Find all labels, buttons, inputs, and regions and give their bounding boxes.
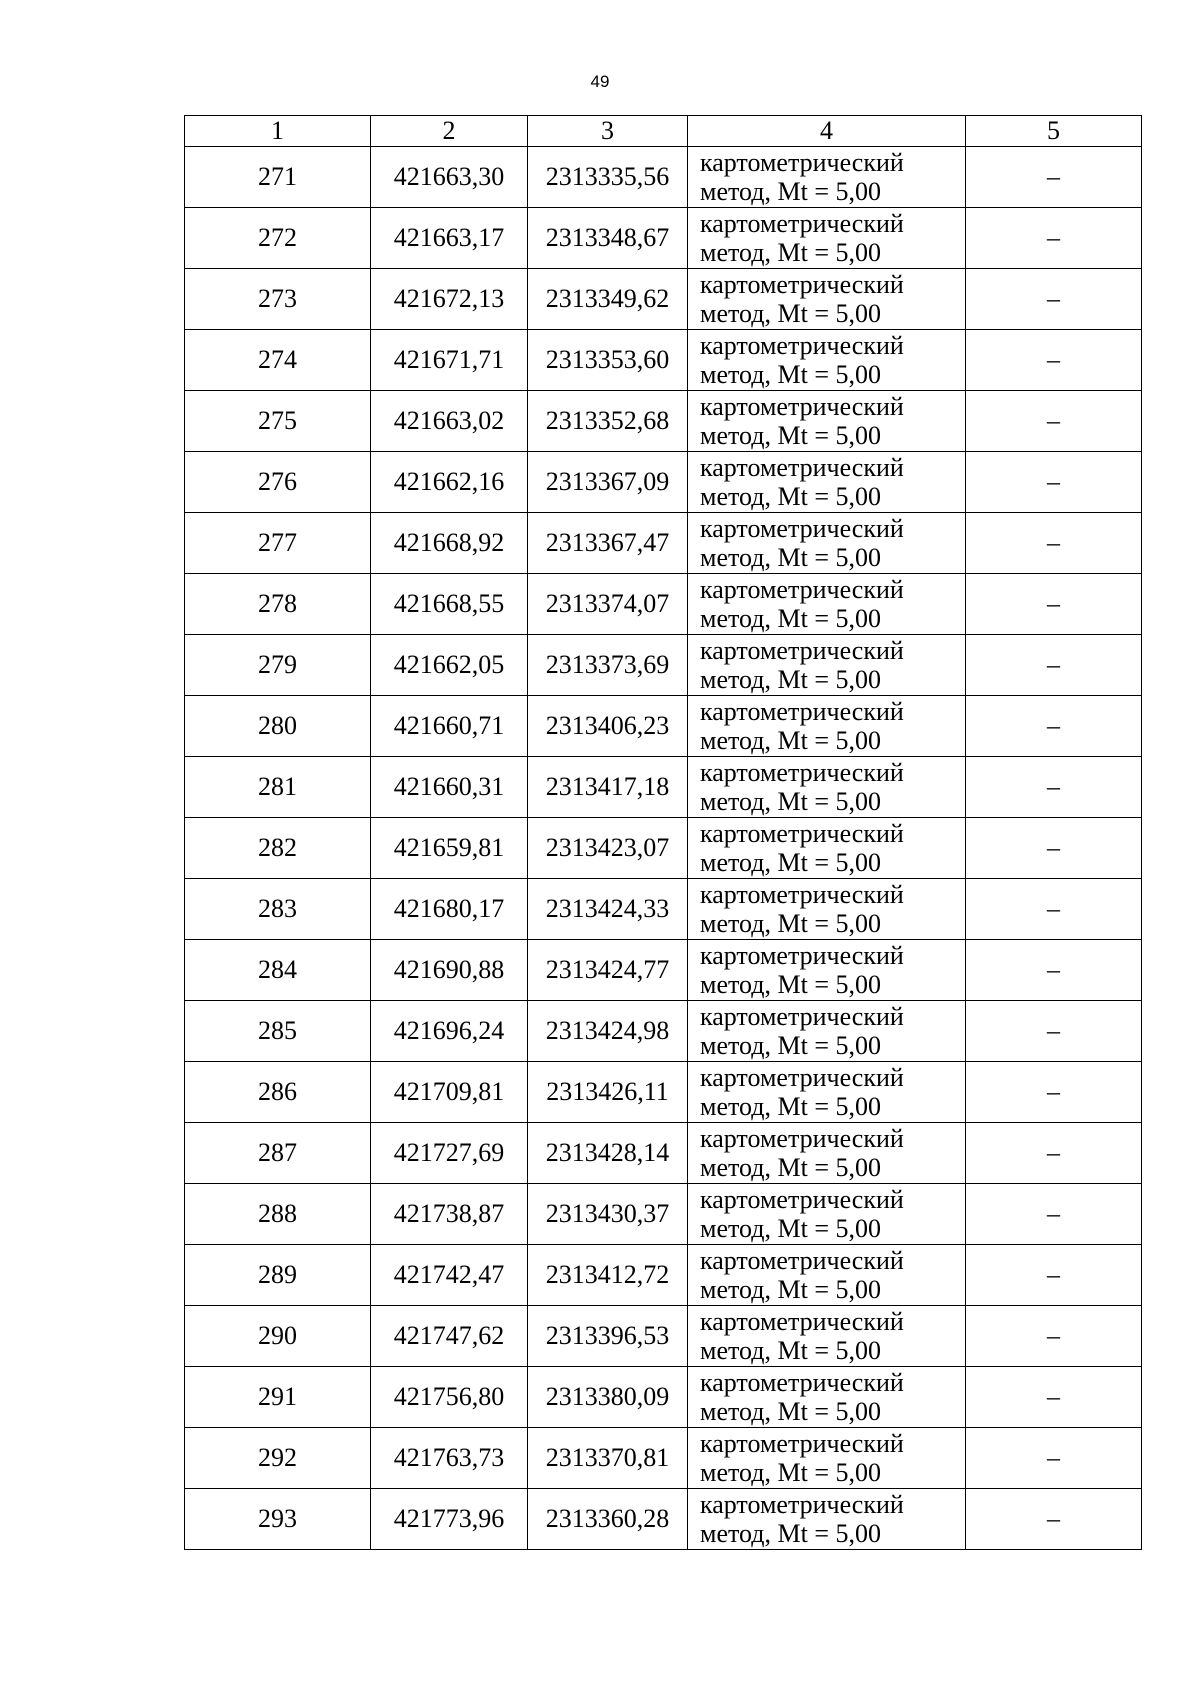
method-name: картометрический	[700, 1246, 904, 1275]
point-number-cell: 279	[185, 635, 371, 696]
table-row	[185, 1367, 1142, 1428]
table-row	[185, 818, 1142, 879]
method-name: картометрический	[700, 941, 904, 970]
x-coordinate-cell: 421680,17	[371, 879, 528, 940]
method-accuracy: метод, Mt = 5,00	[700, 1214, 881, 1243]
y-coordinate-cell: 2313370,81	[528, 1428, 688, 1489]
method-name: картометрический	[700, 1307, 904, 1336]
method-name: картометрический	[700, 697, 904, 726]
y-coordinate-cell: 2313367,47	[528, 513, 688, 574]
point-number-cell: 282	[185, 818, 371, 879]
table-header	[185, 116, 1142, 147]
x-coordinate-cell: 421671,71	[371, 330, 528, 391]
x-coordinate-cell: 421747,62	[371, 1306, 528, 1367]
y-coordinate-cell: 2313424,77	[528, 940, 688, 1001]
method-cell	[688, 147, 966, 208]
table-row	[185, 1062, 1142, 1123]
method-cell	[688, 1428, 966, 1489]
y-coordinate-cell: 2313426,11	[528, 1062, 688, 1123]
x-coordinate-cell: 421663,02	[371, 391, 528, 452]
method-name: картометрический	[700, 1063, 904, 1092]
point-number-cell: 290	[185, 1306, 371, 1367]
description-cell: –	[966, 1367, 1142, 1428]
x-coordinate-cell: 421709,81	[371, 1062, 528, 1123]
method-cell	[688, 1062, 966, 1123]
point-number-cell: 273	[185, 269, 371, 330]
y-coordinate-cell: 2313373,69	[528, 635, 688, 696]
method-name: картометрический	[700, 819, 904, 848]
table-row	[185, 1306, 1142, 1367]
method-cell	[688, 818, 966, 879]
point-number-cell: 283	[185, 879, 371, 940]
x-coordinate-cell: 421668,55	[371, 574, 528, 635]
table-row	[185, 635, 1142, 696]
header-col-1: 1	[185, 116, 371, 147]
table-row	[185, 330, 1142, 391]
table-row	[185, 452, 1142, 513]
method-accuracy: метод, Mt = 5,00	[700, 1519, 881, 1548]
y-coordinate-cell: 2313353,60	[528, 330, 688, 391]
point-number-cell: 285	[185, 1001, 371, 1062]
point-number-cell: 289	[185, 1245, 371, 1306]
description-cell: –	[966, 635, 1142, 696]
method-accuracy: метод, Mt = 5,00	[700, 665, 881, 694]
description-cell: –	[966, 208, 1142, 269]
method-name: картометрический	[700, 1429, 904, 1458]
method-cell	[688, 1489, 966, 1550]
description-cell: –	[966, 330, 1142, 391]
header-col-2: 2	[371, 116, 528, 147]
x-coordinate-cell: 421742,47	[371, 1245, 528, 1306]
method-name: картометрический	[700, 453, 904, 482]
y-coordinate-cell: 2313367,09	[528, 452, 688, 513]
point-number-cell: 277	[185, 513, 371, 574]
header-col-5: 5	[966, 116, 1142, 147]
y-coordinate-cell: 2313406,23	[528, 696, 688, 757]
point-number-cell: 293	[185, 1489, 371, 1550]
table-row	[185, 1184, 1142, 1245]
y-coordinate-cell: 2313352,68	[528, 391, 688, 452]
method-cell	[688, 757, 966, 818]
description-cell: –	[966, 1001, 1142, 1062]
y-coordinate-cell: 2313430,37	[528, 1184, 688, 1245]
method-cell	[688, 1367, 966, 1428]
method-name: картометрический	[700, 148, 904, 177]
y-coordinate-cell: 2313348,67	[528, 208, 688, 269]
point-number-cell: 274	[185, 330, 371, 391]
description-cell: –	[966, 1184, 1142, 1245]
x-coordinate-cell: 421662,16	[371, 452, 528, 513]
x-coordinate-cell: 421659,81	[371, 818, 528, 879]
method-accuracy: метод, Mt = 5,00	[700, 360, 881, 389]
x-coordinate-cell: 421672,13	[371, 269, 528, 330]
description-cell: –	[966, 391, 1142, 452]
table-row	[185, 269, 1142, 330]
table-row	[185, 879, 1142, 940]
method-cell	[688, 940, 966, 1001]
x-coordinate-cell: 421696,24	[371, 1001, 528, 1062]
y-coordinate-cell: 2313374,07	[528, 574, 688, 635]
table-row	[185, 1245, 1142, 1306]
table-row	[185, 1428, 1142, 1489]
method-accuracy: метод, Mt = 5,00	[700, 1397, 881, 1426]
method-cell	[688, 574, 966, 635]
x-coordinate-cell: 421660,71	[371, 696, 528, 757]
description-cell: –	[966, 940, 1142, 1001]
coordinates-table	[184, 115, 1142, 1550]
method-cell	[688, 879, 966, 940]
method-name: картометрический	[700, 1002, 904, 1031]
method-cell	[688, 330, 966, 391]
method-cell	[688, 1245, 966, 1306]
method-name: картометрический	[700, 1490, 904, 1519]
method-cell	[688, 1001, 966, 1062]
description-cell: –	[966, 1489, 1142, 1550]
method-accuracy: метод, Mt = 5,00	[700, 726, 881, 755]
method-cell	[688, 452, 966, 513]
description-cell: –	[966, 757, 1142, 818]
method-accuracy: метод, Mt = 5,00	[700, 1275, 881, 1304]
description-cell: –	[966, 1062, 1142, 1123]
point-number-cell: 276	[185, 452, 371, 513]
table-row	[185, 696, 1142, 757]
y-coordinate-cell: 2313424,98	[528, 1001, 688, 1062]
method-accuracy: метод, Mt = 5,00	[700, 421, 881, 450]
description-cell: –	[966, 1306, 1142, 1367]
table-row	[185, 757, 1142, 818]
header-col-4: 4	[688, 116, 966, 147]
method-accuracy: метод, Mt = 5,00	[700, 1153, 881, 1182]
table-row	[185, 147, 1142, 208]
point-number-cell: 280	[185, 696, 371, 757]
x-coordinate-cell: 421738,87	[371, 1184, 528, 1245]
x-coordinate-cell: 421773,96	[371, 1489, 528, 1550]
table-row	[185, 391, 1142, 452]
point-number-cell: 278	[185, 574, 371, 635]
method-accuracy: метод, Mt = 5,00	[700, 1092, 881, 1121]
method-cell	[688, 391, 966, 452]
method-accuracy: метод, Mt = 5,00	[700, 1031, 881, 1060]
x-coordinate-cell: 421690,88	[371, 940, 528, 1001]
point-number-cell: 271	[185, 147, 371, 208]
x-coordinate-cell: 421663,30	[371, 147, 528, 208]
description-cell: –	[966, 818, 1142, 879]
point-number-cell: 287	[185, 1123, 371, 1184]
point-number-cell: 275	[185, 391, 371, 452]
y-coordinate-cell: 2313417,18	[528, 757, 688, 818]
y-coordinate-cell: 2313423,07	[528, 818, 688, 879]
description-cell: –	[966, 696, 1142, 757]
x-coordinate-cell: 421763,73	[371, 1428, 528, 1489]
method-name: картометрический	[700, 392, 904, 421]
method-cell	[688, 1306, 966, 1367]
description-cell: –	[966, 879, 1142, 940]
method-accuracy: метод, Mt = 5,00	[700, 909, 881, 938]
method-cell	[688, 1123, 966, 1184]
description-cell: –	[966, 1245, 1142, 1306]
method-accuracy: метод, Mt = 5,00	[700, 177, 881, 206]
method-name: картометрический	[700, 575, 904, 604]
method-name: картометрический	[700, 1368, 904, 1397]
method-cell	[688, 1184, 966, 1245]
description-cell: –	[966, 574, 1142, 635]
x-coordinate-cell: 421662,05	[371, 635, 528, 696]
method-name: картометрический	[700, 209, 904, 238]
y-coordinate-cell: 2313424,33	[528, 879, 688, 940]
table-row	[185, 513, 1142, 574]
method-name: картометрический	[700, 1185, 904, 1214]
page-number: 49	[590, 72, 610, 91]
description-cell: –	[966, 513, 1142, 574]
method-name: картометрический	[700, 758, 904, 787]
method-cell	[688, 635, 966, 696]
table-row	[185, 1123, 1142, 1184]
method-name: картометрический	[700, 514, 904, 543]
y-coordinate-cell: 2313335,56	[528, 147, 688, 208]
x-coordinate-cell: 421668,92	[371, 513, 528, 574]
table-row	[185, 574, 1142, 635]
description-cell: –	[966, 269, 1142, 330]
table-row	[185, 940, 1142, 1001]
point-number-cell: 291	[185, 1367, 371, 1428]
point-number-cell: 272	[185, 208, 371, 269]
y-coordinate-cell: 2313380,09	[528, 1367, 688, 1428]
method-name: картометрический	[700, 270, 904, 299]
point-number-cell: 292	[185, 1428, 371, 1489]
method-accuracy: метод, Mt = 5,00	[700, 848, 881, 877]
method-accuracy: метод, Mt = 5,00	[700, 482, 881, 511]
method-accuracy: метод, Mt = 5,00	[700, 238, 881, 267]
y-coordinate-cell: 2313412,72	[528, 1245, 688, 1306]
header-row	[185, 116, 1142, 147]
description-cell: –	[966, 452, 1142, 513]
method-cell	[688, 208, 966, 269]
method-cell	[688, 269, 966, 330]
description-cell: –	[966, 147, 1142, 208]
method-name: картометрический	[700, 1124, 904, 1153]
x-coordinate-cell: 421727,69	[371, 1123, 528, 1184]
x-coordinate-cell: 421660,31	[371, 757, 528, 818]
header-col-3: 3	[528, 116, 688, 147]
method-cell	[688, 513, 966, 574]
method-accuracy: метод, Mt = 5,00	[700, 543, 881, 572]
y-coordinate-cell: 2313349,62	[528, 269, 688, 330]
y-coordinate-cell: 2313428,14	[528, 1123, 688, 1184]
method-accuracy: метод, Mt = 5,00	[700, 1336, 881, 1365]
table-row	[185, 1001, 1142, 1062]
method-accuracy: метод, Mt = 5,00	[700, 299, 881, 328]
table-row	[185, 208, 1142, 269]
x-coordinate-cell: 421756,80	[371, 1367, 528, 1428]
description-cell: –	[966, 1428, 1142, 1489]
table-row	[185, 1489, 1142, 1550]
x-coordinate-cell: 421663,17	[371, 208, 528, 269]
point-number-cell: 281	[185, 757, 371, 818]
point-number-cell: 284	[185, 940, 371, 1001]
method-name: картометрический	[700, 331, 904, 360]
point-number-cell: 288	[185, 1184, 371, 1245]
method-accuracy: метод, Mt = 5,00	[700, 787, 881, 816]
method-cell	[688, 696, 966, 757]
y-coordinate-cell: 2313360,28	[528, 1489, 688, 1550]
method-name: картометрический	[700, 880, 904, 909]
y-coordinate-cell: 2313396,53	[528, 1306, 688, 1367]
method-accuracy: метод, Mt = 5,00	[700, 604, 881, 633]
table-body	[185, 147, 1142, 1550]
method-name: картометрический	[700, 636, 904, 665]
description-cell: –	[966, 1123, 1142, 1184]
method-accuracy: метод, Mt = 5,00	[700, 970, 881, 999]
point-number-cell: 286	[185, 1062, 371, 1123]
method-accuracy: метод, Mt = 5,00	[700, 1458, 881, 1487]
